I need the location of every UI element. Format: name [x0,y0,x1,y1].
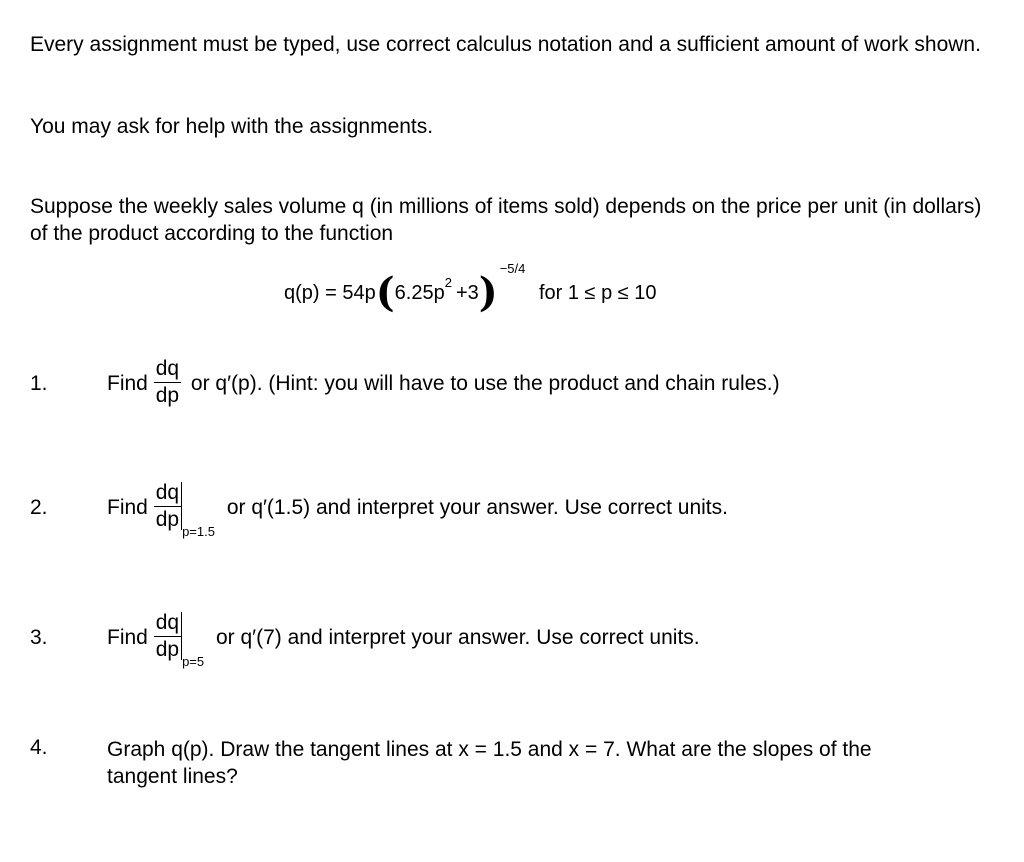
question-2-text: or q′(1.5) and interpret your answer. Use correct units. [226,496,728,519]
fraction-denominator: dp [155,508,180,531]
intro-requirements: Every assignment must be typed, use correct calculus notation and a sufficient amount of work shown. [30,33,981,56]
intro-help-note: You may ask for help with the assignments. [30,115,434,138]
derivative-fraction [154,358,181,406]
formula-domain: for 1 ≤ p ≤ 10 [538,282,657,304]
fraction-numerator: dq [154,358,181,383]
formula-inner: 6.25p [394,282,445,304]
question-2-find: Find [107,496,148,519]
right-paren: ) [478,269,498,316]
evaluation-point: p=5 [182,654,205,669]
inner-exponent: 2 [444,275,452,291]
question-3-number: 3. [30,626,48,649]
question-2-number: 2. [30,496,48,519]
formula-plus-const: +3 [455,282,479,304]
evaluation-point: p=1.5 [182,524,215,539]
question-3 [107,611,700,669]
formula-lhs: q(p) = 54p [284,282,376,304]
derivative-fraction-evaluated [154,612,182,660]
question-1-text: or q′(p). (Hint: you will have to use the product and chain rules.) [190,372,780,395]
question-1 [107,358,780,408]
question-3-text: or q′(7) and interpret your answer. Use correct units. [215,626,700,649]
fraction-denominator: dp [155,638,180,661]
derivative-fraction-evaluated [154,482,182,530]
outer-exponent: −5/4 [499,261,526,277]
fraction-numerator: dq [154,612,181,637]
question-3-find: Find [107,626,148,649]
question-1-find: Find [107,372,148,395]
question-1-number: 1. [30,372,48,395]
question-4-text: Graph q(p). Draw the tangent lines at x = 1.5 and x = 7. What are the slopes of the tangent lines? [107,738,872,788]
fraction-denominator: dp [155,384,180,407]
fraction-numerator: dq [154,482,181,507]
left-paren: ( [375,269,395,316]
question-4-number: 4. [30,736,48,759]
sales-function-formula [284,261,657,318]
problem-statement: Suppose the weekly sales volume q (in millions of items sold) depends on the price per unit (in dollars) of the product according to the function [30,195,982,245]
question-2 [107,481,728,539]
